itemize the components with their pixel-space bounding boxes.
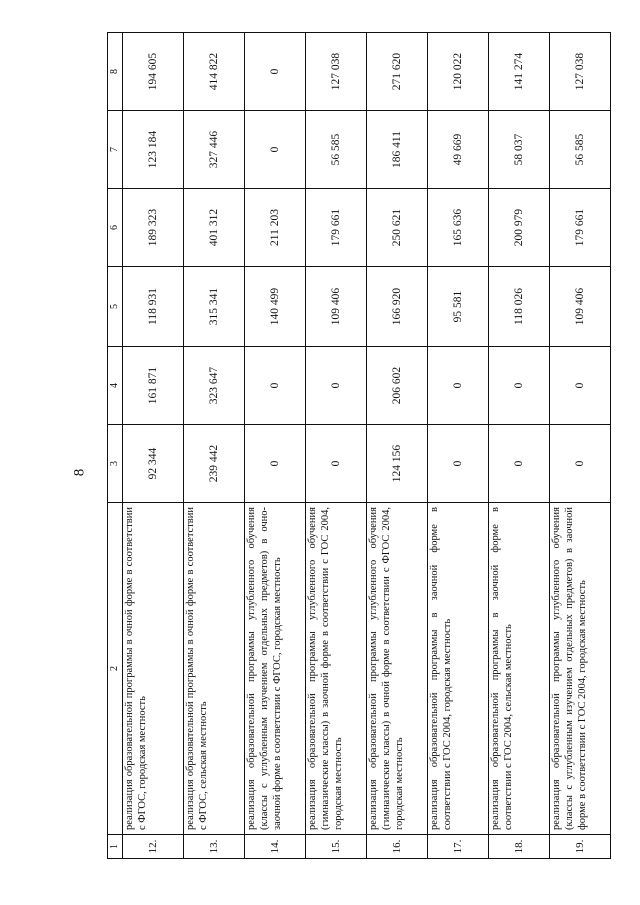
value-cell-col-3: 92 344 <box>123 425 184 503</box>
value-cell-col-4: 0 <box>306 347 367 425</box>
table-body <box>123 33 611 859</box>
row-number: 14. <box>245 835 306 859</box>
value-cell-col-8: 127 038 <box>306 33 367 111</box>
value-cell-col-3: 0 <box>306 425 367 503</box>
value-cell-col-4: 0 <box>245 347 306 425</box>
row-description: реализация образовательной программы углубленного обучения (гимназические классы) в очной форме в соответствии с ФГОС 2004, городская местность <box>367 503 428 835</box>
value-cell-col-6: 179 661 <box>306 189 367 267</box>
value-cell-col-5: 95 581 <box>428 267 489 347</box>
value-cell-col-7: 327 446 <box>184 111 245 189</box>
row-description: реализация образовательной программы в заочной форме в соответствии с ГОС 2004, сельская местность <box>489 503 550 835</box>
value-cell-col-4: 206 602 <box>367 347 428 425</box>
value-cell-col-6: 179 661 <box>550 189 611 267</box>
table-row <box>184 33 245 859</box>
value-cell-col-7: 186 411 <box>367 111 428 189</box>
row-number: 19. <box>550 835 611 859</box>
value-cell-col-8: 120 022 <box>428 33 489 111</box>
table-row <box>123 33 184 859</box>
value-cell-col-3: 0 <box>489 425 550 503</box>
value-cell-col-8: 0 <box>245 33 306 111</box>
value-cell-col-7: 56 585 <box>306 111 367 189</box>
page-number: 8 <box>71 468 88 477</box>
value-cell-col-3: 239 442 <box>184 425 245 503</box>
value-cell-col-8: 194 605 <box>123 33 184 111</box>
value-cell-col-8: 414 822 <box>184 33 245 111</box>
value-cell-col-6: 211 203 <box>245 189 306 267</box>
value-cell-col-5: 140 499 <box>245 267 306 347</box>
value-cell-col-7: 49 669 <box>428 111 489 189</box>
column-header-5: 5 <box>108 267 123 347</box>
value-cell-col-6: 189 323 <box>123 189 184 267</box>
value-cell-col-4: 0 <box>428 347 489 425</box>
value-cell-col-4: 0 <box>489 347 550 425</box>
value-cell-col-8: 271 620 <box>367 33 428 111</box>
row-description: реализация образовательной программы углубленного обучения (классы с углубленным изучением отдельных предметов) в очно-заочной форме в соответствии с ФГОС, городская местность <box>245 503 306 835</box>
value-cell-col-7: 58 037 <box>489 111 550 189</box>
table-row <box>550 33 611 859</box>
header-row <box>108 33 123 859</box>
value-cell-col-3: 0 <box>428 425 489 503</box>
column-header-7: 7 <box>108 111 123 189</box>
table-header <box>108 33 123 859</box>
value-cell-col-4: 323 647 <box>184 347 245 425</box>
value-cell-col-7: 123 184 <box>123 111 184 189</box>
row-number: 18. <box>489 835 550 859</box>
value-cell-col-6: 165 636 <box>428 189 489 267</box>
value-cell-col-6: 250 621 <box>367 189 428 267</box>
row-description: реализация образовательной программы углубленного обучения (классы с углубленным изучением отдельных предметов) в заочной форме в соответствии с ГОС 2004, городская местность <box>550 503 611 835</box>
row-number: 13. <box>184 835 245 859</box>
value-cell-col-5: 109 406 <box>550 267 611 347</box>
value-cell-col-7: 0 <box>245 111 306 189</box>
column-header-3: 3 <box>108 425 123 503</box>
table-row <box>367 33 428 859</box>
column-header-6: 6 <box>108 189 123 267</box>
value-cell-col-3: 0 <box>245 425 306 503</box>
column-header-2: 2 <box>108 503 123 835</box>
table-row <box>489 33 550 859</box>
column-header-1: 1 <box>108 835 123 859</box>
value-cell-col-5: 166 920 <box>367 267 428 347</box>
table-row <box>428 33 489 859</box>
value-cell-col-3: 124 156 <box>367 425 428 503</box>
table-row <box>306 33 367 859</box>
column-header-8: 8 <box>108 33 123 111</box>
cost-table <box>107 32 611 859</box>
value-cell-col-5: 118 931 <box>123 267 184 347</box>
table-wrapper <box>107 33 619 859</box>
value-cell-col-6: 401 312 <box>184 189 245 267</box>
row-number: 12. <box>123 835 184 859</box>
rotated-table-area <box>107 33 619 859</box>
row-description: реализация образовательной программы в заочной форме в соответствии с ГОС 2004, городская местность <box>428 503 489 835</box>
value-cell-col-4: 0 <box>550 347 611 425</box>
value-cell-col-5: 109 406 <box>306 267 367 347</box>
value-cell-col-8: 141 274 <box>489 33 550 111</box>
value-cell-col-6: 200 979 <box>489 189 550 267</box>
row-description: реализация образовательной программы углубленного обучения (гимназические классы) в заочной форме в соответствии с ГОС 2004, городская местность <box>306 503 367 835</box>
value-cell-col-3: 0 <box>550 425 611 503</box>
value-cell-col-5: 315 341 <box>184 267 245 347</box>
row-description: реализация образовательной программы в очной форме в соответствии с ФГОС, городская местность <box>123 503 184 835</box>
row-number: 15. <box>306 835 367 859</box>
row-number: 16. <box>367 835 428 859</box>
table-row <box>245 33 306 859</box>
row-number: 17. <box>428 835 489 859</box>
row-description: реализация образовательной программы в очной форме в соответствии с ФГОС, сельская местность <box>184 503 245 835</box>
value-cell-col-5: 118 026 <box>489 267 550 347</box>
value-cell-col-8: 127 038 <box>550 33 611 111</box>
column-header-4: 4 <box>108 347 123 425</box>
value-cell-col-4: 161 871 <box>123 347 184 425</box>
value-cell-col-7: 56 585 <box>550 111 611 189</box>
